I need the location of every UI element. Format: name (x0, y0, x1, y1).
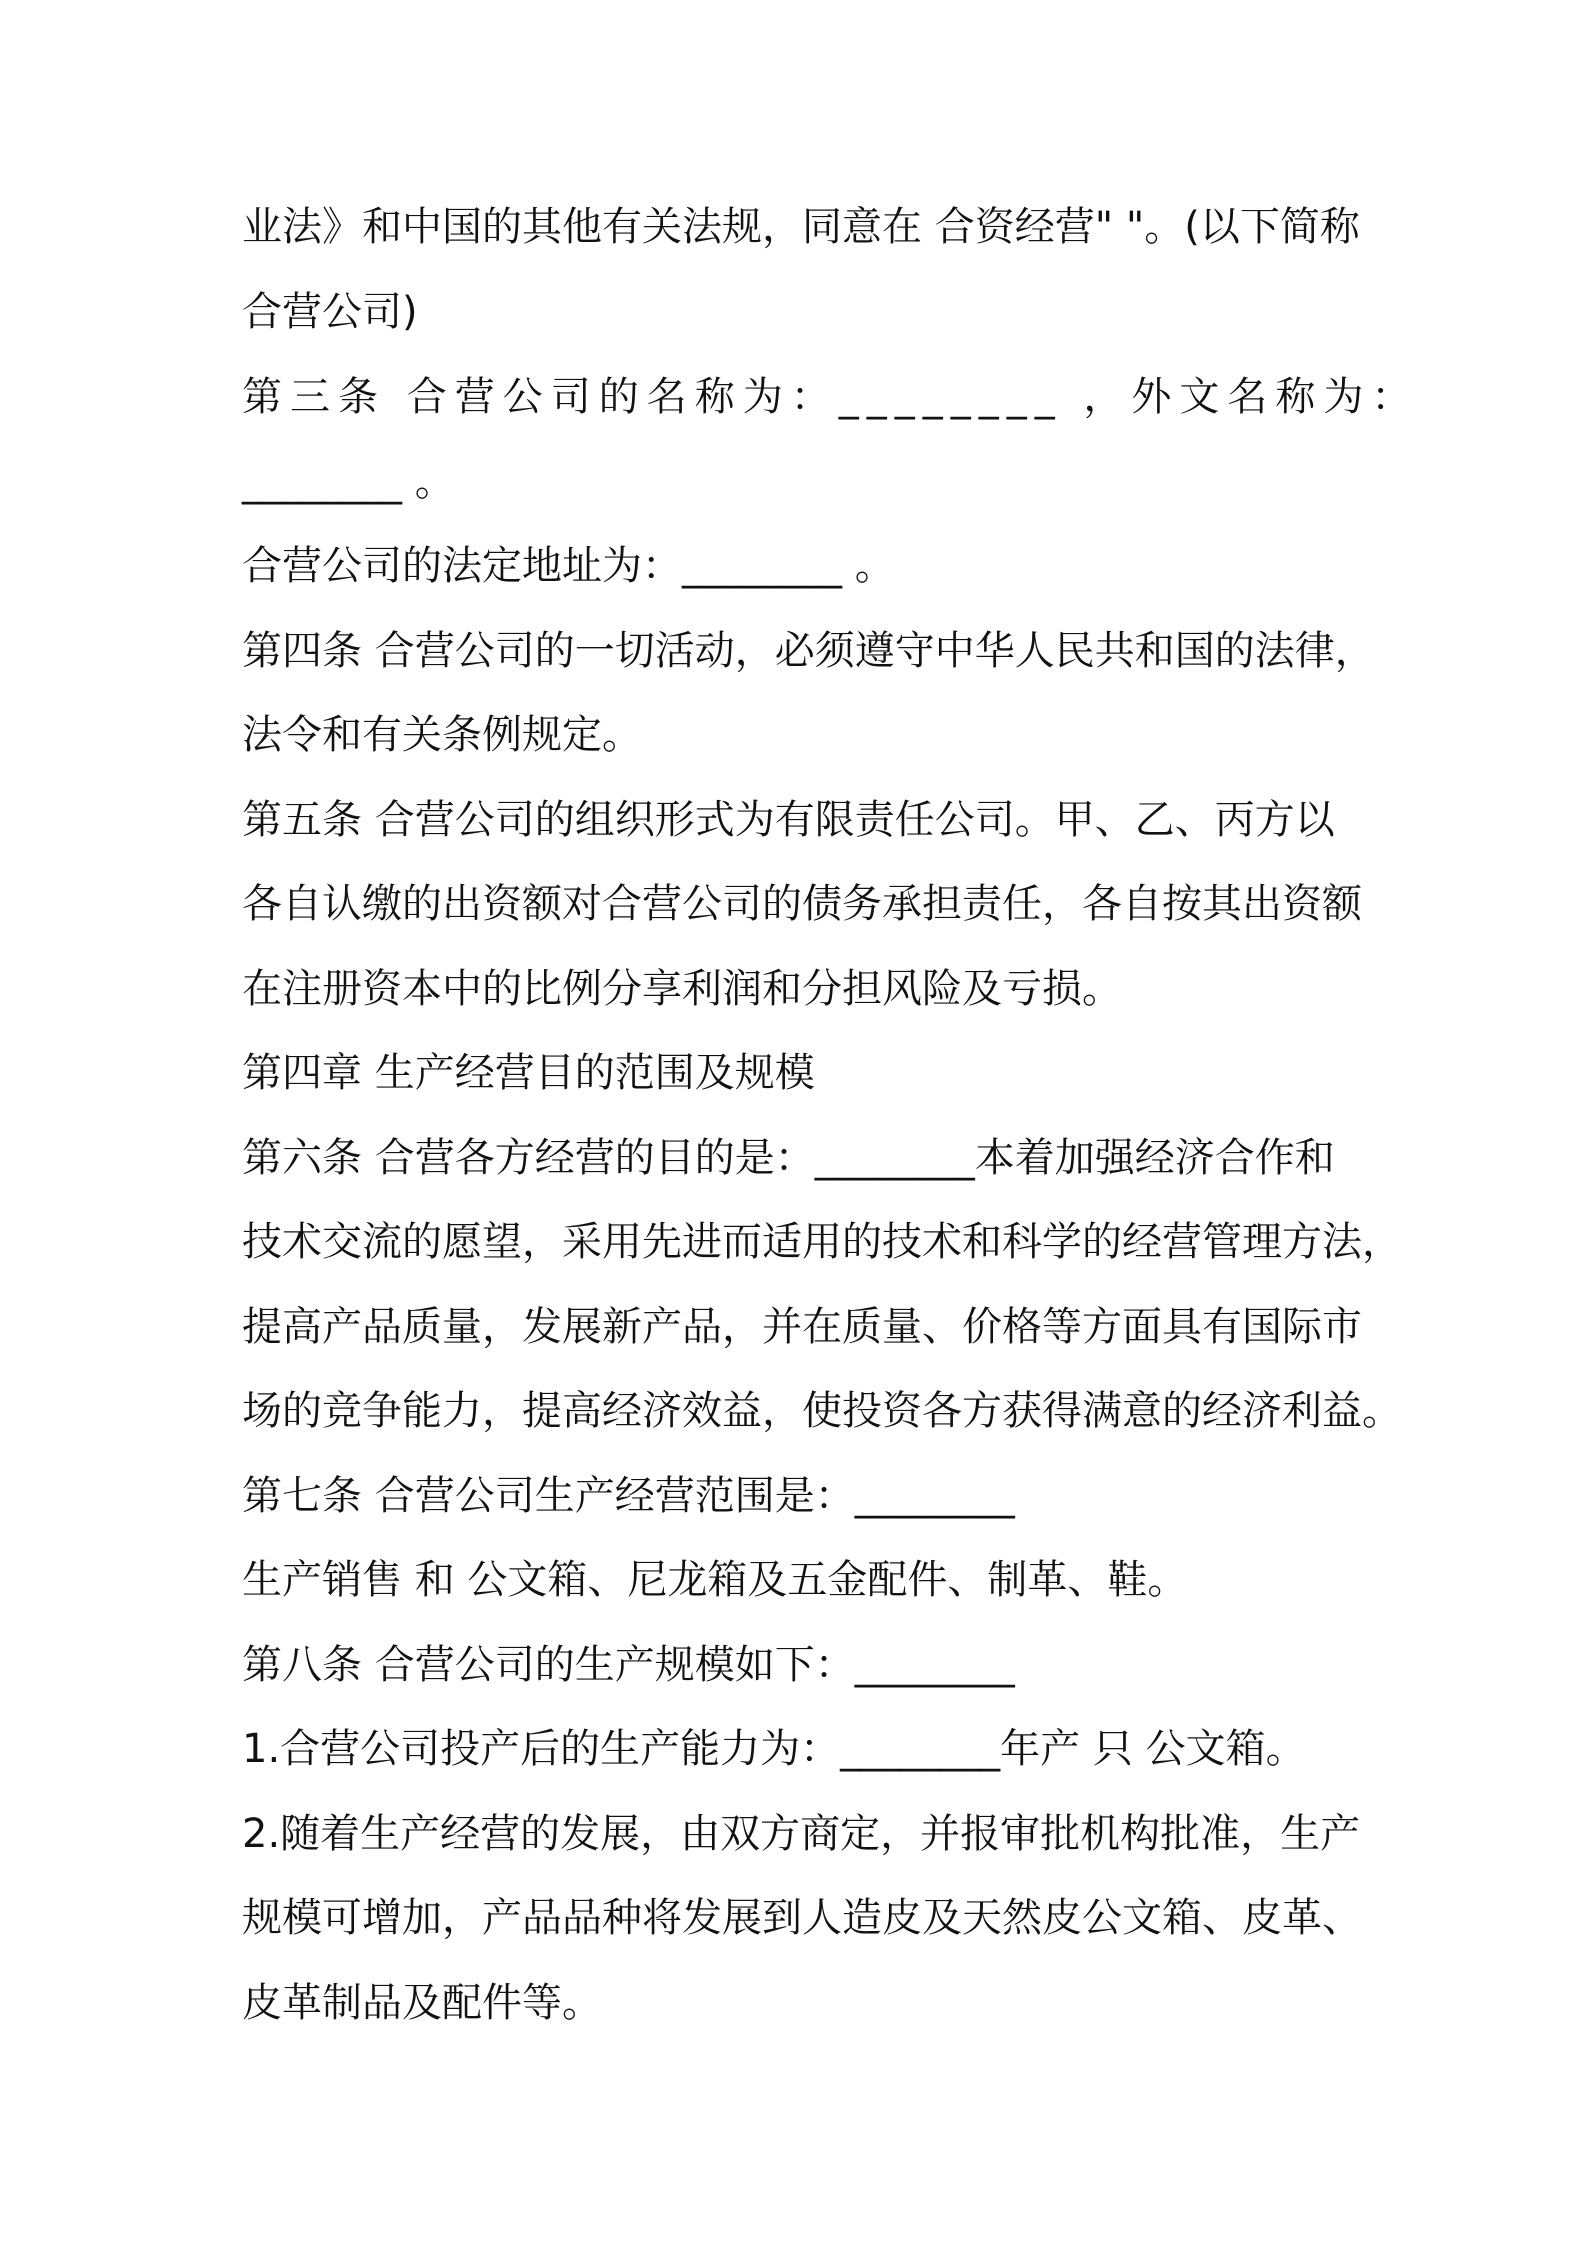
text-line-1: 业法》和中国的其他有关法规，同意在 合资经营" "。(以下简称 (242, 204, 1360, 250)
expansion-line-2: 规模可增加，产品品种将发展到人造皮及天然皮公文箱、皮革、 (242, 1895, 1362, 1941)
article-6-line-4: 场的竞争能力，提高经济效益，使投资各方获得满意的经济利益。 (242, 1388, 1402, 1434)
article-8-line: 第八条 合营公司的生产规模如下：________ (242, 1642, 1015, 1688)
foreign-name-line: ________ 。 (242, 459, 455, 505)
article-5-line-1: 第五条 合营公司的组织形式为有限责任公司。甲、乙、丙方以 (242, 797, 1335, 843)
text-line-2: 合营公司) (242, 289, 418, 335)
chapter-4-heading: 第四章 生产经营目的范围及规模 (242, 1050, 815, 1096)
article-4-line-2: 法令和有关条例规定。 (242, 712, 642, 758)
article-6-line-3: 提高产品质量，发展新产品，并在质量、价格等方面具有国际市 (242, 1304, 1362, 1350)
article-5-line-3: 在注册资本中的比例分享利润和分担风险及亏损。 (242, 966, 1122, 1012)
capacity-line: 1.合营公司投产后的生产能力为：________年产 只 公文箱。 (242, 1726, 1306, 1772)
production-sales-line: 生产销售 和 公文箱、尼龙箱及五金配件、制革、鞋。 (242, 1557, 1188, 1603)
article-3-line: 第三条 合营公司的名称为：________ ，外文名称为： (242, 374, 1420, 420)
article-5-line-2: 各自认缴的出资额对合营公司的债务承担责任，各自按其出资额 (242, 881, 1362, 927)
article-4-line-1: 第四条 合营公司的一切活动，必须遵守中华人民共和国的法律， (242, 628, 1375, 674)
legal-address-line: 合营公司的法定地址为：________ 。 (242, 543, 895, 589)
article-6-line-1: 第六条 合营各方经营的目的是：________本着加强经济合作和 (242, 1135, 1335, 1181)
expansion-line-1: 2.随着生产经营的发展，由双方商定，并报审批机构批准，生产 (242, 1811, 1361, 1857)
article-6-line-2: 技术交流的愿望，采用先进而适用的技术和科学的经营管理方法， (242, 1219, 1402, 1265)
expansion-line-3: 皮革制品及配件等。 (242, 1980, 602, 2026)
article-7-line: 第七条 合营公司生产经营范围是：________ (242, 1473, 1015, 1519)
